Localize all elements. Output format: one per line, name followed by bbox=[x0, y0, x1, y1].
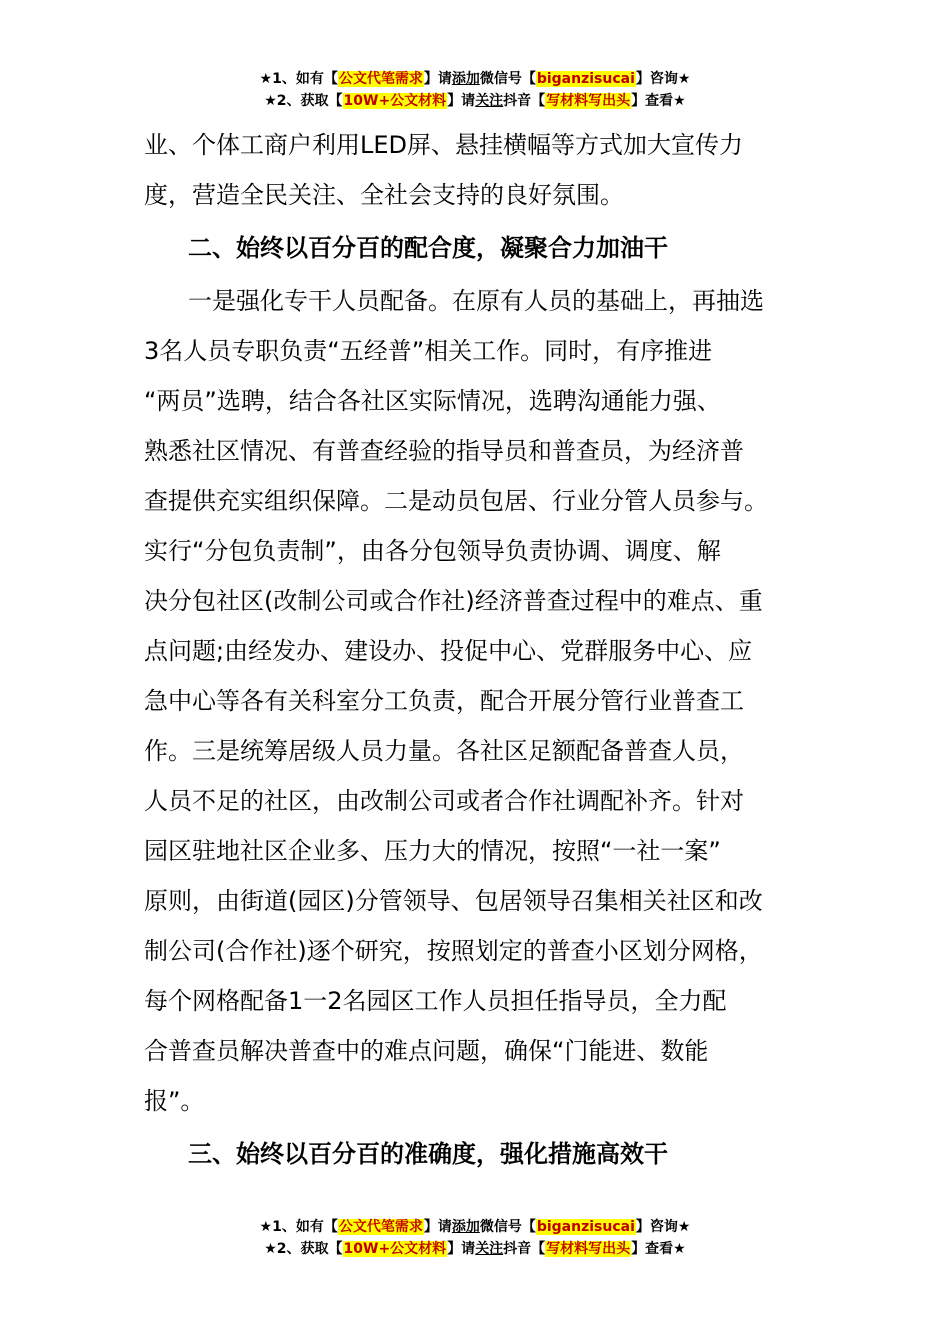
banner-text: 】查看★ bbox=[631, 1241, 686, 1257]
banner-text: 】请 bbox=[423, 71, 452, 87]
banner-text: ★2、获取【 bbox=[264, 1241, 343, 1257]
paragraph-line: 每个网格配备1一2名园区工作人员担任指导员，全力配 bbox=[144, 987, 727, 1015]
paragraph-line: 人员不足的社区，由改制公司或者合作社调配补齐。针对 bbox=[144, 787, 744, 815]
highlight-text: 10W+公文材料 bbox=[343, 93, 447, 109]
paragraph-line: 园区驻地社区企业多、压力大的情况，按照“一社一案” bbox=[144, 837, 721, 865]
highlight-text: 公文代笔需求 bbox=[338, 1219, 423, 1235]
banner-text: 微信号【 bbox=[479, 71, 536, 87]
underlined-text: 关注 bbox=[475, 93, 504, 109]
banner-text: ★1、如有【 bbox=[259, 71, 338, 87]
highlight-text: 写材料写出头 bbox=[546, 1241, 631, 1257]
banner-line-1 bbox=[0, 1216, 950, 1238]
highlight-text: 写材料写出头 bbox=[546, 93, 631, 109]
banner-text: ★2、获取【 bbox=[264, 93, 343, 109]
underlined-text: 添加 bbox=[451, 71, 480, 87]
paragraph-line: 制公司(合作社)逐个研究，按照划定的普查小区划分网格， bbox=[144, 937, 763, 965]
banner-text: 】查看★ bbox=[631, 93, 686, 109]
paragraph-line: 一是强化专干人员配备。在原有人员的基础上，再抽选 bbox=[188, 287, 764, 315]
highlight-text: 10W+公文材料 bbox=[343, 1241, 447, 1257]
paragraph-line: 实行“分包负责制”，由各分包领导负责协调、调度、解 bbox=[144, 537, 721, 565]
bottom-banner bbox=[0, 1216, 950, 1260]
section-heading: 二、始终以百分百的配合度，凝聚合力加油干 bbox=[188, 234, 668, 262]
banner-text: 】请 bbox=[447, 1241, 476, 1257]
top-banner bbox=[0, 68, 950, 112]
highlight-text: 公文代笔需求 bbox=[338, 71, 423, 87]
banner-text: 】咨询★ bbox=[635, 71, 691, 87]
banner-text: 】咨询★ bbox=[635, 1219, 691, 1235]
paragraph-line: “两员”选聘，结合各社区实际情况，选聘沟通能力强、 bbox=[144, 387, 721, 415]
paragraph-line: 熟悉社区情况、有普查经验的指导员和普查员，为经济普 bbox=[144, 437, 744, 465]
highlight-text: biganzisucai bbox=[536, 1219, 635, 1235]
banner-text: 抖音【 bbox=[503, 93, 546, 109]
paragraph-line: 查提供充实组织保障。二是动员包居、行业分管人员参与。 bbox=[144, 487, 768, 515]
paragraph-line: 急中心等各有关科室分工负责，配合开展分管行业普查工 bbox=[144, 687, 744, 715]
underlined-text: 添加 bbox=[451, 1219, 480, 1235]
paragraph-line: 3名人员专职负责“五经普”相关工作。同时，有序推进 bbox=[144, 337, 713, 365]
paragraph-line: 点问题;由经发办、建设办、投促中心、党群服务中心、应 bbox=[144, 637, 753, 665]
banner-line-2 bbox=[0, 1238, 950, 1260]
paragraph-line: 报”。 bbox=[144, 1087, 205, 1115]
document-body bbox=[144, 120, 809, 1182]
banner-text: 微信号【 bbox=[479, 1219, 536, 1235]
paragraph-line: 原则，由街道(园区)分管领导、包居领导召集相关社区和改 bbox=[144, 887, 763, 915]
banner-line-1 bbox=[0, 68, 950, 90]
banner-text: ★1、如有【 bbox=[259, 1219, 338, 1235]
banner-text: 】请 bbox=[423, 1219, 452, 1235]
highlight-text: biganzisucai bbox=[536, 71, 635, 87]
banner-line-2 bbox=[0, 90, 950, 112]
underlined-text: 关注 bbox=[475, 1241, 504, 1257]
paragraph-line: 度，营造全民关注、全社会支持的良好氛围。 bbox=[144, 181, 624, 209]
section-heading: 三、始终以百分百的准确度，强化措施高效干 bbox=[188, 1140, 668, 1168]
paragraph-line: 决分包社区(改制公司或合作社)经济普查过程中的难点、重 bbox=[144, 587, 763, 615]
banner-text: 抖音【 bbox=[503, 1241, 546, 1257]
paragraph-line: 作。三是统筹居级人员力量。各社区足额配备普查人员， bbox=[144, 737, 744, 765]
banner-text: 】请 bbox=[447, 93, 476, 109]
paragraph-line: 业、个体工商户利用LED屏、悬挂横幅等方式加大宣传力 bbox=[144, 131, 744, 159]
paragraph-line: 合普查员解决普查中的难点问题，确保“门能进、数能 bbox=[144, 1037, 709, 1065]
